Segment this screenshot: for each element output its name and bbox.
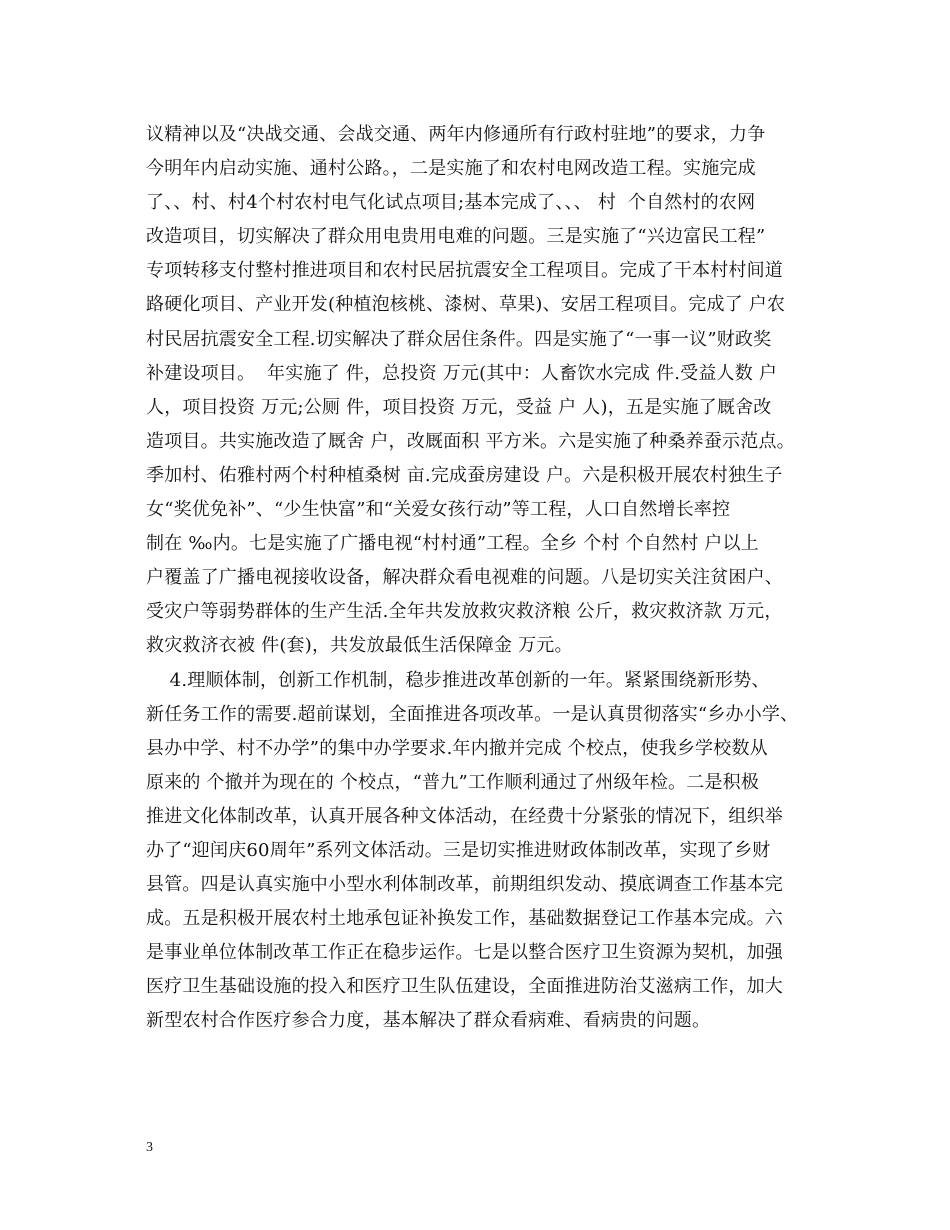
text-line: 专项转移支付整村推进项目和农村民居抗震安全工程项目。完成了干本村村间道 bbox=[146, 260, 783, 282]
text-line: 改造项目，切实解决了群众用电贵用电难的问题。三是实施了“兴边富民工程” bbox=[146, 226, 766, 248]
text-line: 制在 ‰内。七是实施了广播电视“村村通”工程。全乡 个村 个自然村 户以上 bbox=[146, 533, 759, 555]
text-line: 补建设项目。 年实施了 件，总投资 万元(其中：人畜饮水完成 件.受益人数 户 bbox=[146, 362, 778, 384]
text-line: 县管。四是认真实施中小型水利体制改革，前期组织发动、摸底调查工作基本完 bbox=[146, 874, 783, 896]
text-line: 户覆盖了广播电视接收设备，解决群众看电视难的问题。八是切实关注贫困户、 bbox=[146, 567, 783, 589]
text-line: 4.理顺体制，创新工作机制，稳步推进改革创新的一年。紧紧围绕新形势、 bbox=[146, 669, 770, 691]
text-line: 是事业单位体制改革工作正在稳步运作。七是以整合医疗卫生资源为契机，加强 bbox=[146, 942, 783, 964]
text-line: 了、、村、村4个村农村电气化试点项目;基本完成了、、、 村 个自然村的农网 bbox=[146, 192, 756, 214]
text-line: 路硬化项目、产业开发(种植泡核桃、漆树、草果)、安居工程项目。完成了 户农 bbox=[146, 294, 786, 316]
text-line: 今明年内启动实施、通村公路。，二是实施了和农村电网改造工程。实施完成 bbox=[146, 158, 756, 180]
text-line: 季加村、佑雅村两个村种植桑树 亩.完成蚕房建设 户。六是积极开展农村独生子 bbox=[146, 464, 783, 486]
text-line: 造项目。共实施改造了厩舍 户，改厩面积 平方米。六是实施了种桑养蚕示范点。 bbox=[146, 430, 795, 452]
text-line: 医疗卫生基础设施的投入和医疗卫生队伍建设，全面推进防治艾滋病工作，加大 bbox=[146, 976, 783, 998]
text-line: 推进文化体制改革，认真开展各种文体活动，在经费十分紧张的情况下，组织举 bbox=[146, 805, 783, 827]
text-line: 女“奖优免补”、“少生快富”和“关爱女孩行动”等工程，人口自然增长率控 bbox=[146, 499, 731, 521]
text-line: 新任务工作的需要.超前谋划，全面推进各项改革。一是认真贯彻落实“乡办小学、 bbox=[146, 703, 799, 725]
text-line: 受灾户等弱势群体的生产生活.全年共发放救灾救济粮 公斤，救灾救济款 万元， bbox=[146, 601, 783, 623]
text-line: 新型农村合作医疗参合力度，基本解决了群众看病难、看病贵的问题。 bbox=[146, 1010, 711, 1032]
body-text bbox=[146, 118, 826, 1039]
text-line: 人，项目投资 万元;公厕 件，项目投资 万元，受益 户 人)，五是实施了厩舍改 bbox=[146, 396, 772, 418]
text-line: 原来的 个撤并为现在的 个校点，“普九”工作顺利通过了州级年检。二是积极 bbox=[146, 771, 760, 793]
text-line: 成。五是积极开展农村土地承包证补换发工作，基础数据登记工作基本完成。六 bbox=[146, 908, 783, 930]
text-line: 救灾救济衣被 件(套)，共发放最低生活保障金 万元。 bbox=[146, 635, 573, 657]
text-line: 议精神以及“决战交通、会战交通、两年内修通所有行政村驻地”的要求，力争 bbox=[146, 124, 766, 145]
page-number: 3 bbox=[146, 1140, 153, 1155]
text-line: 村民居抗震安全工程.切实解决了群众居住条件。四是实施了“一事一议”财政奖 bbox=[146, 328, 772, 350]
text-line: 县办中学、村不办学”的集中办学要求.年内撤并完成 个校点，使我乡学校数从 bbox=[146, 737, 768, 759]
text-line: 办了“迎闰庆60周年”系列文体活动。三是切实推进财政体制改革，实现了乡财 bbox=[146, 839, 771, 861]
